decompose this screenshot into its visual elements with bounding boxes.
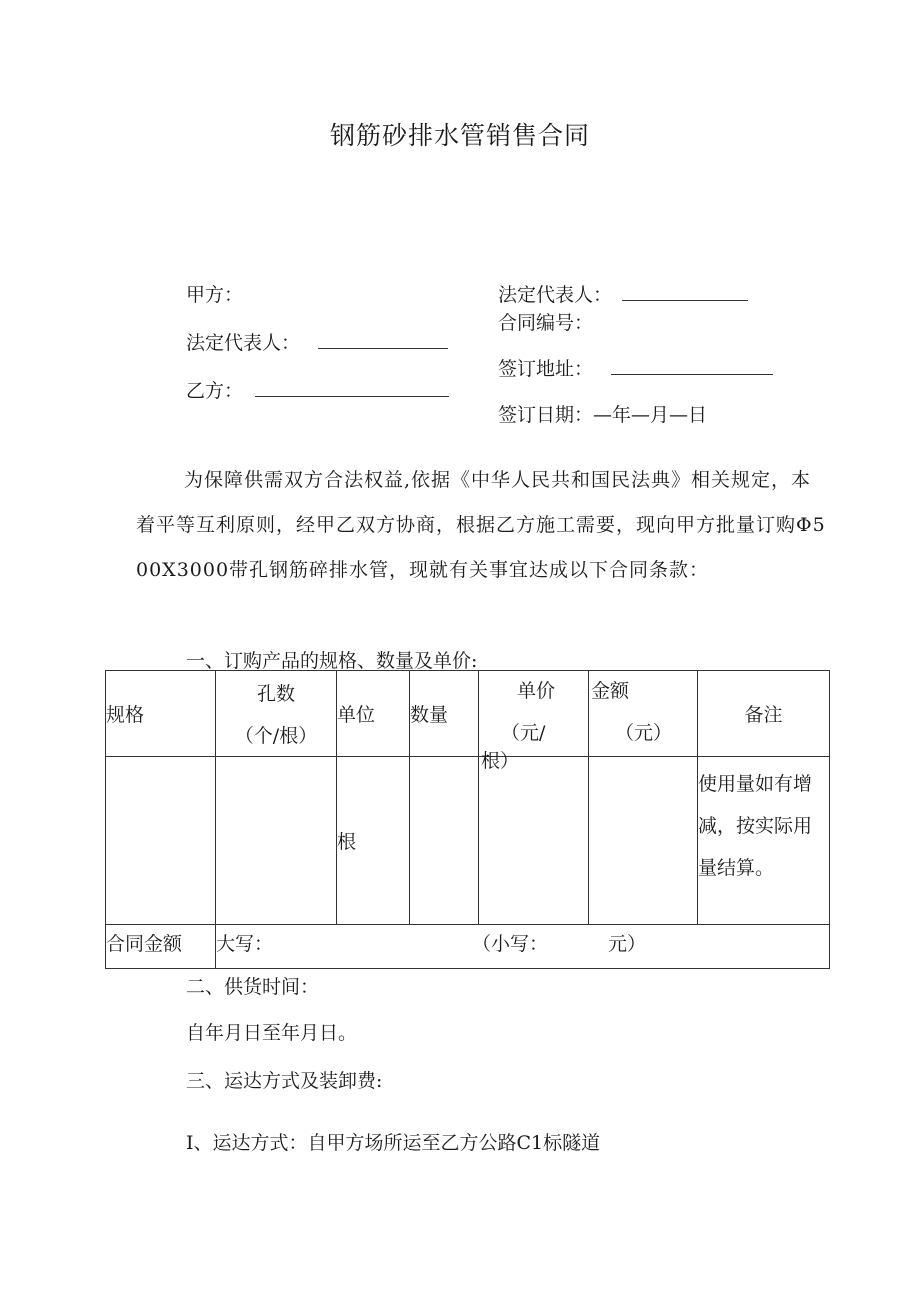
page-title: 钢筋砂排水管销售合同 <box>329 121 590 150</box>
th-price: 单价 （元/ 根） <box>479 671 589 757</box>
sign-place <box>498 354 773 381</box>
th-holes: 孔数 （个/根） <box>216 671 337 757</box>
cell-holes[interactable] <box>216 757 337 925</box>
th-qty: 数量 <box>410 671 479 757</box>
legal-rep-left-label: 法定代表人： <box>186 332 301 354</box>
cell-unit: 根 <box>337 757 410 925</box>
th-unit: 单位 <box>337 671 410 757</box>
party-a-label: 甲方： <box>186 284 244 306</box>
section-1-heading: 一、订购产品的规格、数量及单价: <box>186 650 478 672</box>
legal-rep-right-label: 法定代表人： <box>498 284 613 306</box>
legal-rep-left-blank[interactable] <box>318 330 448 349</box>
contract-no-label: 合同编号： <box>498 312 594 334</box>
th-spec: 规格 <box>106 671 216 757</box>
sign-date-value: —年—月—日 <box>593 404 708 426</box>
spec-table <box>105 670 830 969</box>
cell-price[interactable] <box>479 757 589 925</box>
total-lower: （小写： <box>472 933 549 955</box>
total-yuan: 元） <box>608 933 647 955</box>
party-b-blank[interactable] <box>255 378 449 397</box>
legal-rep-right-blank[interactable] <box>622 282 748 301</box>
section-2-heading: 二、供货时间： <box>186 976 320 998</box>
table-header-row <box>106 671 830 757</box>
section-2-text: 自年月日至年月日。 <box>186 1022 358 1044</box>
th-amount: 金额 （元） <box>589 671 698 757</box>
item-1-text: I、运达方式：自甲方场所运至乙方公路C1标隧道 <box>186 1132 601 1154</box>
cell-spec[interactable] <box>106 757 216 925</box>
cell-qty[interactable] <box>410 757 479 925</box>
table-row <box>106 757 830 925</box>
th-remark: 备注 <box>698 671 830 757</box>
sign-place-blank[interactable] <box>611 356 773 375</box>
sign-date <box>498 400 707 427</box>
party-b <box>186 376 449 403</box>
total-amount-cell <box>216 925 830 969</box>
legal-rep-right <box>498 280 748 307</box>
sign-place-label: 签订地址： <box>498 358 594 380</box>
total-label: 合同金额 <box>106 925 216 969</box>
total-upper: 大写： <box>216 933 274 955</box>
cell-remark: 使用量如有增 减，按实际用 量结算。 <box>698 757 830 925</box>
intro-paragraph: 为保障供需双方合法权益,依据《中华人民共和国民法典》相关规定，本着平等互利原则，经甲乙双方协商，根据乙方施工需要，现向甲方批量订购Φ500X3000带孔钢筋碎排水管，现就有关事宜达成以下合同条款： <box>136 469 826 581</box>
party-b-label: 乙方： <box>186 380 244 402</box>
legal-rep-left <box>186 328 448 355</box>
section-3-heading: 三、运达方式及装卸费: <box>186 1070 383 1092</box>
sign-date-label: 签订日期： <box>498 404 594 426</box>
cell-amount[interactable] <box>589 757 698 925</box>
table-total-row <box>106 925 830 969</box>
